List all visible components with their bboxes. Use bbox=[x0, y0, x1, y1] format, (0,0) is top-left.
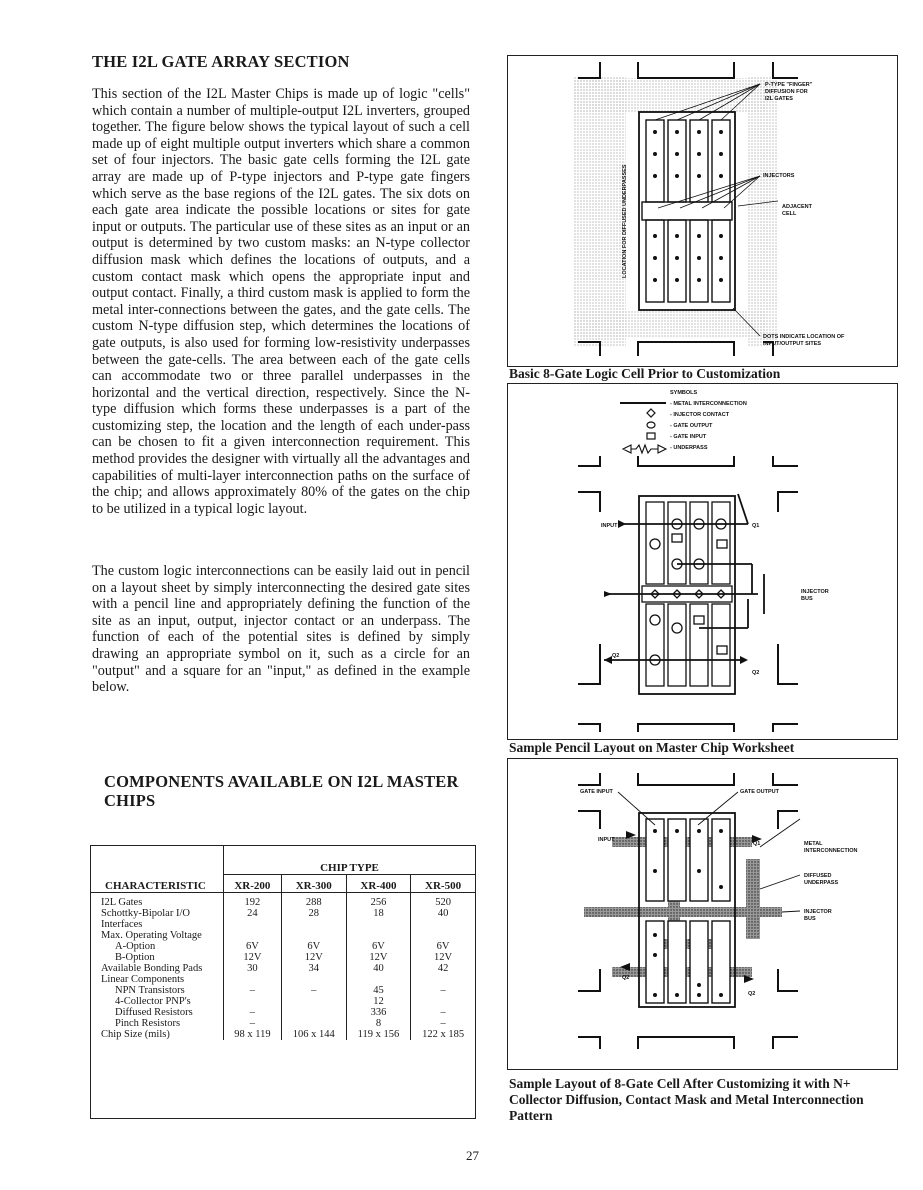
row-value bbox=[281, 919, 346, 930]
row-value bbox=[411, 930, 475, 941]
figure-basic-cell-caption: Basic 8-Gate Logic Cell Prior to Customization bbox=[509, 366, 781, 381]
label-gate-input: GATE INPUT bbox=[580, 789, 613, 795]
gate-output-icon bbox=[647, 422, 655, 428]
row-value: 12V bbox=[224, 952, 282, 963]
legend-item: - UNDERPASS bbox=[670, 445, 708, 451]
row-value: 28 bbox=[281, 908, 346, 919]
label-input: INPUT bbox=[601, 523, 618, 529]
paragraph-intro: This section of the I2L Master Chips is made up of logic "cells" which contain a number of multiple-output I2L inverters, grouped together. The figure below shows the typical layout of such a cell made up of eight multiple output inverters which share a common set of four injectors. The basic gate cells forming the I2L gate array are made up of P-type injectors and P-type gate fingers which serve as the base regions of the I2L gates. The six dots on each gate area indicate the possible locations or sites for gate input or outputs. The particular use of these sites as an input or an output is determined by two custom masks: an N-type collector diffusion mask which defines the locations of outputs, and a custom contact mask which opens the appropriate input and output contact. Finally, a third custom mask is applied to form the metal inter-connections between the gates, and the gate cells. The custom N-type diffusion step, which determines the locations of gate outputs, is also used for forming low-resistivity underpasses between the gate-cells. The area between each of the gate cells can accommodate two or three parallel underpasses in the horizontal and the vertical direction, respectively. Since the N-type diffusion which forms these underpasses is a part of the customizing step, the location and the length of each under-pass can be chosen to fit a given interconnection requirement. This method provides the designer with virtually all the advantages and capabilities of multi-layer interconnection paths on the surface of the chip; and allows approximately 80% of the gates on the chip to be utilized in a typical logic layout. bbox=[92, 86, 470, 517]
legend-item: - GATE OUTPUT bbox=[670, 423, 713, 429]
label-bus: INJECTOR bbox=[804, 909, 832, 915]
figure-basic-cell bbox=[507, 55, 898, 367]
row-value: 256 bbox=[346, 892, 410, 908]
row-value: 288 bbox=[281, 892, 346, 908]
row-value bbox=[346, 919, 410, 930]
table-row bbox=[91, 985, 475, 996]
row-value: 30 bbox=[224, 963, 282, 974]
row-value: 18 bbox=[346, 908, 410, 919]
paragraph-layout: The custom logic interconnections can be easily laid out in pencil on a layout sheet by simply interconnecting the desired gate sites with a pencil line and appropriately defining the function of the site as an input, output, injector contact or an underpass. The function of each of the potential sites is defined by simply drawing an appropriate symbol on it, such as a circle for an "output" and a square for an "input," as defined in the example below. bbox=[92, 563, 470, 696]
row-value bbox=[281, 996, 346, 1007]
row-label: Interfaces bbox=[101, 918, 143, 930]
basic-cell-diagram bbox=[508, 56, 896, 365]
label-adjacent: CELL bbox=[782, 211, 797, 217]
label-q1: Q1 bbox=[752, 523, 760, 529]
row-value: 8 bbox=[346, 1018, 410, 1029]
row-value: 42 bbox=[411, 963, 475, 974]
row-value bbox=[346, 930, 410, 941]
row-label: B-Option bbox=[115, 951, 155, 963]
row-label: Available Bonding Pads bbox=[101, 962, 203, 974]
row-value bbox=[224, 996, 282, 1007]
figure-customized-cell bbox=[507, 758, 898, 1070]
row-value: 122 x 185 bbox=[411, 1029, 475, 1040]
row-value: 12 bbox=[346, 996, 410, 1007]
label-finger: I2L GATES bbox=[765, 96, 793, 102]
row-value bbox=[411, 974, 475, 985]
row-value: – bbox=[224, 985, 282, 996]
row-value: – bbox=[224, 1018, 282, 1029]
table-row bbox=[91, 919, 475, 930]
table-row bbox=[91, 908, 475, 919]
chip-type-header: CHIP TYPE bbox=[224, 846, 476, 874]
row-value: 40 bbox=[411, 908, 475, 919]
injector-contact-icon bbox=[647, 409, 655, 417]
row-value bbox=[224, 919, 282, 930]
row-value: 12V bbox=[411, 952, 475, 963]
row-label: 4-Collector PNP's bbox=[115, 995, 191, 1007]
chip-header: XR-500 bbox=[411, 874, 475, 892]
customized-cell-diagram bbox=[508, 759, 896, 1068]
row-value: 6V bbox=[281, 941, 346, 952]
row-label: I2L Gates bbox=[101, 896, 143, 908]
row-value: 45 bbox=[346, 985, 410, 996]
section-title: THE I2L GATE ARRAY SECTION bbox=[92, 52, 350, 71]
table-row bbox=[91, 1018, 475, 1029]
row-label: Chip Size (mils) bbox=[101, 1028, 170, 1040]
row-value: 98 x 119 bbox=[224, 1029, 282, 1040]
row-value: – bbox=[411, 1007, 475, 1018]
row-value bbox=[281, 1018, 346, 1029]
figure-pencil-layout-caption: Sample Pencil Layout on Master Chip Worksheet bbox=[509, 740, 795, 755]
row-value: 192 bbox=[224, 892, 282, 908]
row-value: – bbox=[411, 1018, 475, 1029]
label-finger: DIFFUSION FOR bbox=[765, 89, 808, 95]
chip-header: XR-200 bbox=[224, 874, 282, 892]
table-row bbox=[91, 963, 475, 974]
row-value: 12V bbox=[281, 952, 346, 963]
row-value bbox=[411, 919, 475, 930]
row-value bbox=[346, 974, 410, 985]
row-value: 336 bbox=[346, 1007, 410, 1018]
row-label: Linear Components bbox=[101, 973, 185, 985]
legend-item: - METAL INTERCONNECTION bbox=[670, 401, 747, 407]
figure-customized-cell-caption: Sample Layout of 8-Gate Cell After Customizing it with N+ Collector Diffusion, Contact Mask and Metal Interconnection Pattern bbox=[509, 1076, 864, 1123]
chip-header: XR-400 bbox=[346, 874, 410, 892]
row-value bbox=[281, 930, 346, 941]
gate-input-icon bbox=[647, 433, 655, 439]
row-value: 6V bbox=[411, 941, 475, 952]
row-value: 6V bbox=[224, 941, 282, 952]
row-label: Diffused Resistors bbox=[115, 1006, 193, 1018]
row-value: 119 x 156 bbox=[346, 1029, 410, 1040]
label-dots: DOTS INDICATE LOCATION OF bbox=[763, 334, 845, 340]
table-row bbox=[91, 952, 475, 963]
row-value: – bbox=[224, 1007, 282, 1018]
figure-pencil-layout bbox=[507, 383, 898, 740]
label-diffused: UNDERPASS bbox=[804, 880, 839, 886]
label-dots: INPUT/OUTPUT SITES bbox=[763, 341, 822, 347]
row-value: 34 bbox=[281, 963, 346, 974]
row-value: 520 bbox=[411, 892, 475, 908]
page-number: 27 bbox=[466, 1148, 479, 1163]
row-value bbox=[224, 974, 282, 985]
table-row bbox=[91, 1029, 475, 1040]
components-title: COMPONENTS AVAILABLE ON I2L MASTER CHIPS bbox=[104, 772, 459, 810]
row-label: Pinch Resistors bbox=[115, 1017, 181, 1029]
row-label: Max. Operating Voltage bbox=[101, 929, 202, 941]
row-value: 24 bbox=[224, 908, 282, 919]
label-underpass: LOCATION FOR DIFFUSED UNDERPASSES bbox=[622, 164, 628, 278]
label-input: INPUT bbox=[598, 837, 615, 843]
table-row bbox=[91, 930, 475, 941]
label-q2: Q2 bbox=[612, 653, 620, 659]
row-value bbox=[224, 930, 282, 941]
legend-title: SYMBOLS bbox=[670, 390, 698, 396]
label-diffused: DIFFUSED bbox=[804, 873, 832, 879]
row-value: – bbox=[411, 985, 475, 996]
label-q2b: Q2 bbox=[752, 670, 760, 676]
label-q2b: Q2 bbox=[748, 991, 756, 997]
row-value bbox=[281, 1007, 346, 1018]
row-value bbox=[411, 996, 475, 1007]
row-value: – bbox=[281, 985, 346, 996]
components-table bbox=[90, 845, 476, 1119]
label-gate-output: GATE OUTPUT bbox=[740, 789, 780, 795]
characteristic-header: CHARACTERISTIC bbox=[91, 874, 224, 892]
legend-item: - GATE INPUT bbox=[670, 434, 707, 440]
row-value: 106 x 144 bbox=[281, 1029, 346, 1040]
label-injectors: INJECTORS bbox=[763, 173, 795, 179]
label-q1: Q1 bbox=[753, 841, 761, 847]
row-value: 40 bbox=[346, 963, 410, 974]
table-row bbox=[91, 892, 475, 908]
table-row bbox=[91, 996, 475, 1007]
row-label: A-Option bbox=[115, 940, 156, 952]
table-row bbox=[91, 1007, 475, 1018]
table-row bbox=[91, 941, 475, 952]
label-bus: INJECTOR bbox=[801, 589, 829, 595]
label-metal: METAL bbox=[804, 841, 823, 847]
chip-header: XR-300 bbox=[281, 874, 346, 892]
label-finger: P-TYPE "FINGER" bbox=[765, 82, 813, 88]
row-value: 6V bbox=[346, 941, 410, 952]
label-metal: INTERCONNECTION bbox=[804, 848, 858, 854]
label-adjacent: ADJACENT bbox=[782, 204, 812, 210]
row-value bbox=[281, 974, 346, 985]
table-row bbox=[91, 974, 475, 985]
label-q2: Q2 bbox=[622, 975, 630, 981]
underpass-icon bbox=[623, 445, 666, 453]
pencil-layout-diagram bbox=[508, 384, 896, 738]
row-label: Schottky-Bipolar I/O bbox=[101, 907, 190, 919]
row-label: NPN Transistors bbox=[115, 984, 185, 996]
legend-item: - INJECTOR CONTACT bbox=[670, 412, 730, 418]
row-value: 12V bbox=[346, 952, 410, 963]
label-bus: BUS bbox=[801, 596, 813, 602]
label-bus: BUS bbox=[804, 916, 816, 922]
